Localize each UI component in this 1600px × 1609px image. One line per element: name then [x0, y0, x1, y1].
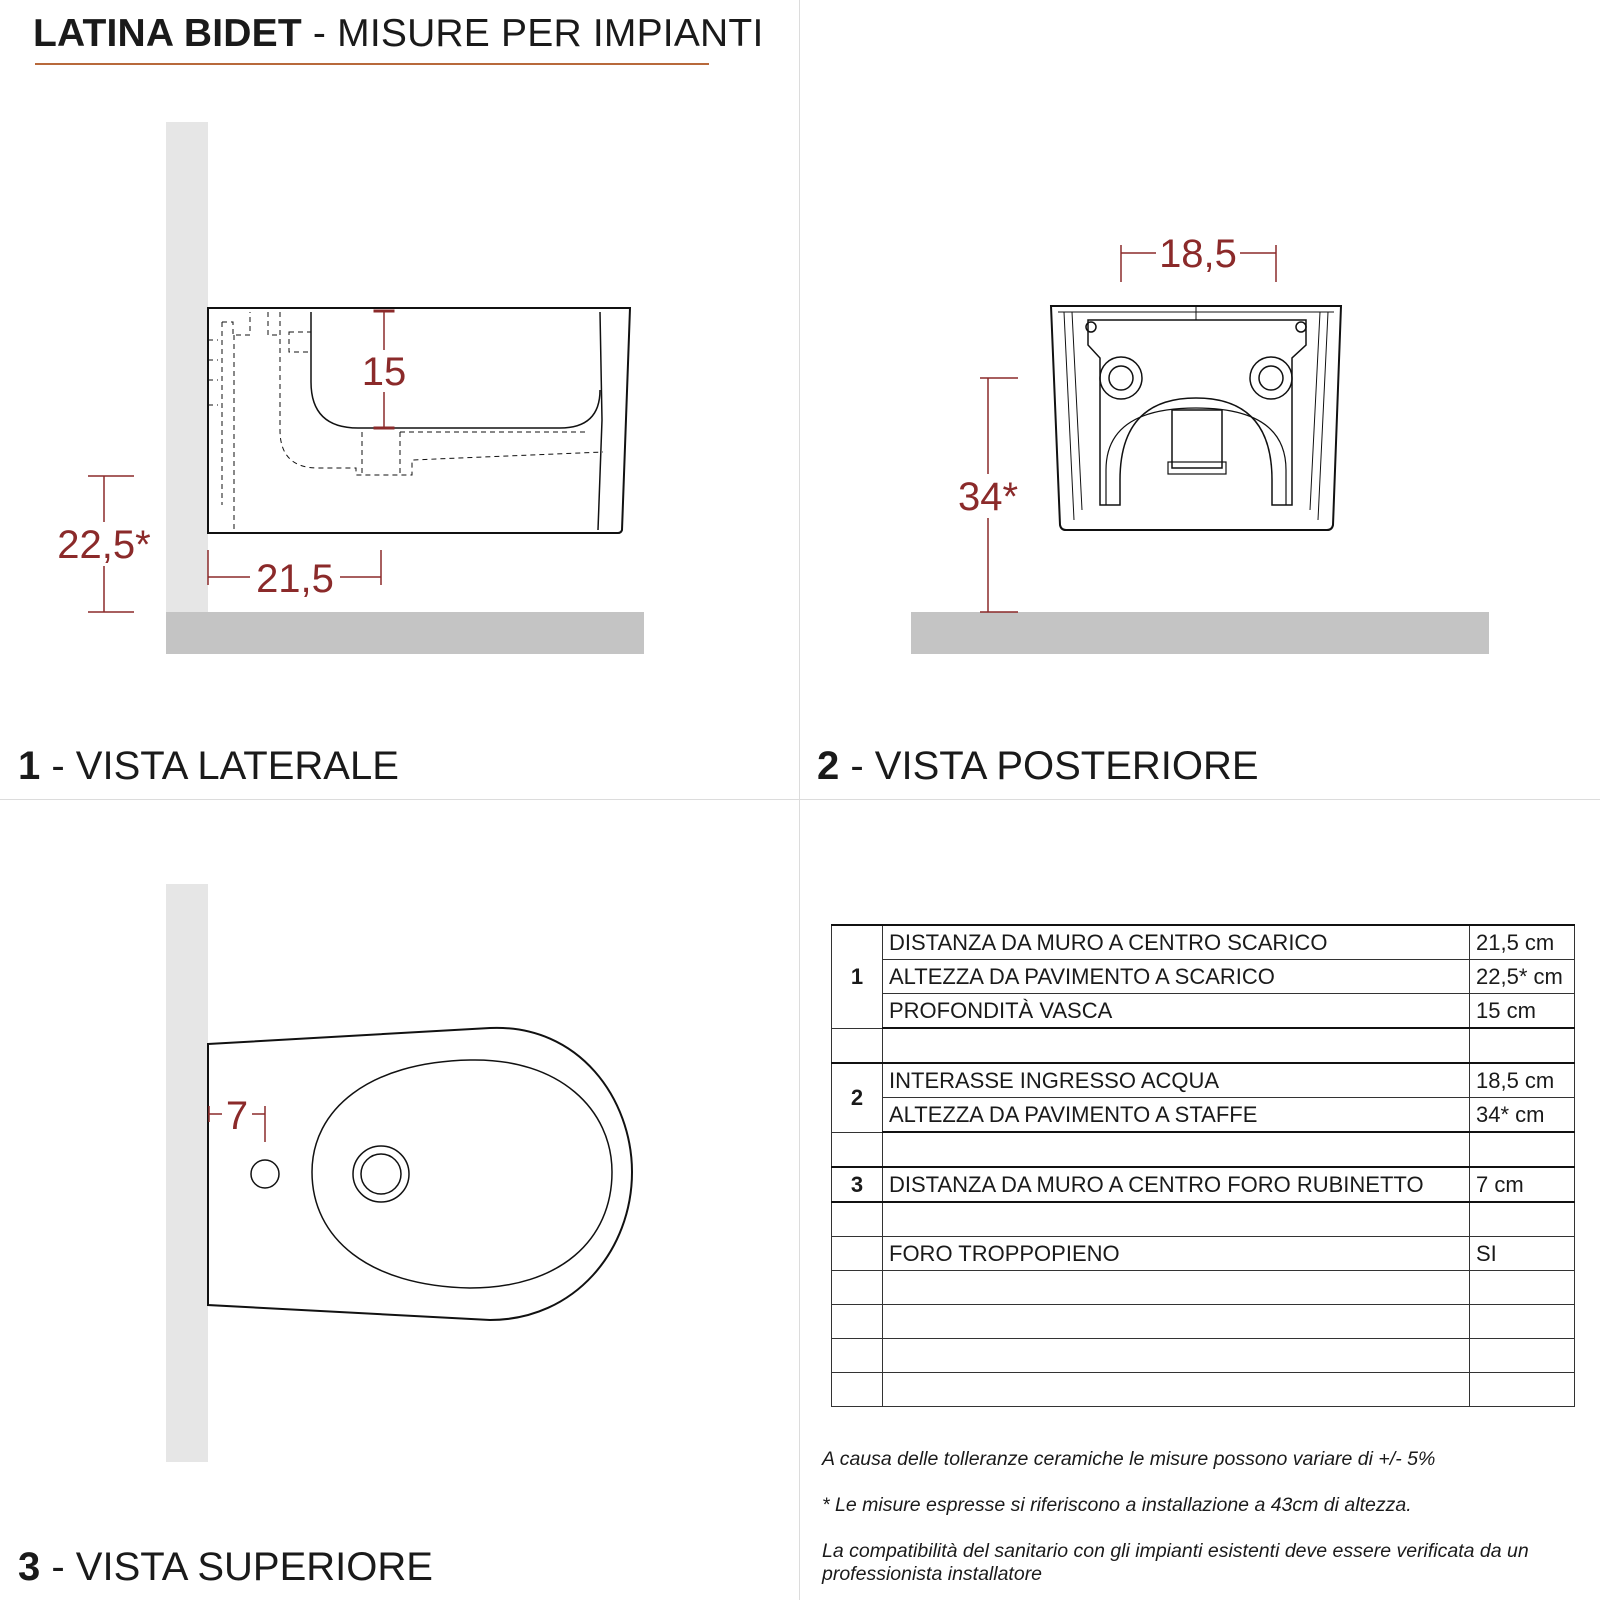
table-value: 21,5 cm: [1470, 925, 1575, 960]
table-row: [832, 1132, 1575, 1167]
specs-table: [831, 924, 1575, 1407]
table-value: [1470, 1339, 1575, 1373]
table-group-number: 1: [832, 925, 883, 1028]
table-description: [883, 1132, 1470, 1167]
table-group-number: 2: [832, 1063, 883, 1132]
title-subtitle: - MISURE PER IMPIANTI: [301, 12, 764, 55]
side-bidet-body: [208, 308, 630, 533]
table-value: 18,5 cm: [1470, 1063, 1575, 1098]
top-view-drawing: [166, 884, 632, 1462]
table-value: [1470, 1132, 1575, 1167]
top-bidet-outline: [208, 1028, 632, 1320]
table-row: [832, 1271, 1575, 1305]
table-row: [832, 1373, 1575, 1407]
table-group-number: [832, 1271, 883, 1305]
table-row: [832, 1167, 1575, 1202]
side-floor: [166, 612, 644, 654]
table-group-number: [832, 1202, 883, 1237]
table-description: PROFONDITÀ VASCA: [883, 994, 1470, 1029]
table-value: 15 cm: [1470, 994, 1575, 1029]
table-row: [832, 1305, 1575, 1339]
table-group-number: [832, 1305, 883, 1339]
note-tolerance: A causa delle tolleranze ceramiche le misure possono variare di +/- 5%: [822, 1448, 1436, 1470]
table-row: [832, 1237, 1575, 1271]
dim-bowl-depth: 15: [361, 350, 407, 394]
table-value: [1470, 1305, 1575, 1339]
table-description: [883, 1202, 1470, 1237]
table-value: [1470, 1202, 1575, 1237]
table-description: [883, 1339, 1470, 1373]
table-description: INTERASSE INGRESSO ACQUA: [883, 1063, 1470, 1098]
table-description: DISTANZA DA MURO A CENTRO SCARICO: [883, 925, 1470, 960]
table-group-number: [832, 1373, 883, 1407]
dim-tap-distance: 7: [225, 1094, 249, 1138]
table-row: [832, 1202, 1575, 1237]
side-wall: [166, 122, 208, 612]
table-group-number: 3: [832, 1167, 883, 1202]
rear-floor: [911, 612, 1489, 654]
table-row: [832, 1063, 1575, 1098]
view-label-side: 1 - VISTA LATERALE: [18, 744, 399, 788]
table-value: [1470, 1373, 1575, 1407]
table-description: ALTEZZA DA PAVIMENTO A STAFFE: [883, 1098, 1470, 1133]
table-group-number: [832, 1028, 883, 1063]
table-value: [1470, 1028, 1575, 1063]
table-value: 34* cm: [1470, 1098, 1575, 1133]
view-label-top: 3 - VISTA SUPERIORE: [18, 1545, 433, 1589]
table-row: [832, 925, 1575, 960]
note-compatibility: La compatibilità del sanitario con gli impianti esistenti deve essere verificata da un professionista installatore: [822, 1540, 1529, 1585]
table-description: [883, 1373, 1470, 1407]
rear-bidet-outline: [1051, 306, 1341, 530]
dim-inlet-spacing: 18,5: [1159, 232, 1237, 276]
title-product: LATINA BIDET: [33, 12, 302, 55]
table-value: [1470, 1271, 1575, 1305]
notes-section: [822, 1448, 1562, 1609]
table-group-number: [832, 1339, 883, 1373]
table-row: [832, 994, 1575, 1029]
dim-bracket-height: 34*: [957, 475, 1019, 519]
table-value: 22,5* cm: [1470, 960, 1575, 994]
table-group-number: [832, 1237, 883, 1271]
rear-view-drawing: [911, 230, 1489, 654]
table-row: [832, 1028, 1575, 1063]
note-installation-height: * Le misure espresse si riferiscono a installazione a 43cm di altezza.: [822, 1494, 1412, 1516]
table-description: DISTANZA DA MURO A CENTRO FORO RUBINETTO: [883, 1167, 1470, 1202]
table-group-number: [832, 1132, 883, 1167]
table-value: 7 cm: [1470, 1167, 1575, 1202]
table-row: [832, 960, 1575, 994]
table-row: [832, 1098, 1575, 1133]
dim-wall-distance: 21,5: [256, 557, 334, 601]
table-description: [883, 1305, 1470, 1339]
side-view-drawing: [57, 122, 644, 654]
top-wall: [166, 884, 208, 1462]
table-description: ALTEZZA DA PAVIMENTO A SCARICO: [883, 960, 1470, 994]
table-value: SI: [1470, 1237, 1575, 1271]
table-description: [883, 1028, 1470, 1063]
table-description: [883, 1271, 1470, 1305]
table-description: FORO TROPPOPIENO: [883, 1237, 1470, 1271]
table-row: [832, 1339, 1575, 1373]
dim-drain-height: 22,5*: [57, 523, 151, 567]
view-label-rear: 2 - VISTA POSTERIORE: [817, 744, 1259, 788]
